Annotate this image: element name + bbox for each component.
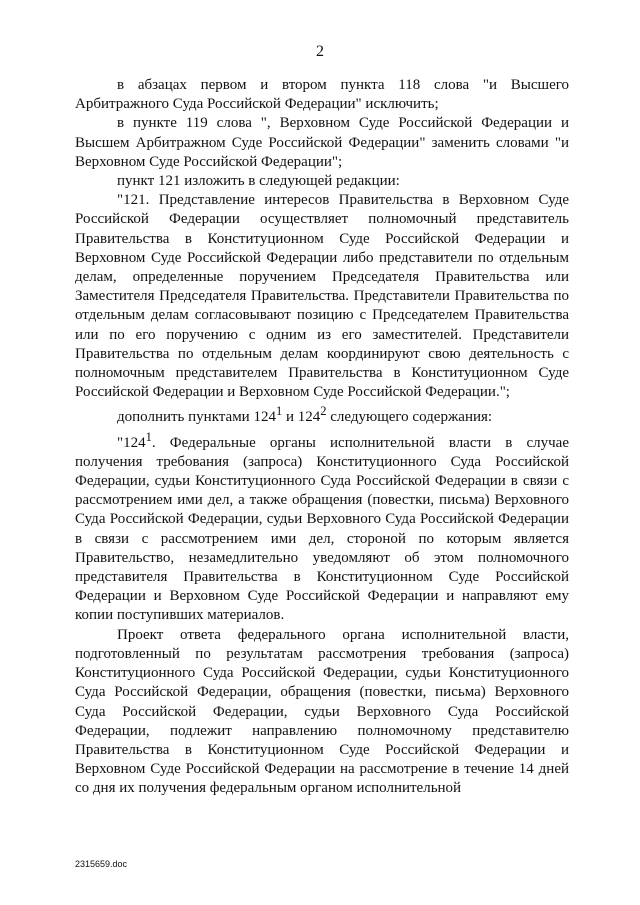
paragraph-item-124-1 (75, 428, 569, 626)
text-run: дополнить пунктами 124 (117, 409, 276, 426)
document-body (75, 76, 569, 799)
paragraph-item-121-text: "121. Представление интересов Правительства в Верховном Суде Российской Федерации осуществляет полномочный представитель Правительства в Конституционном Суде Российской Федерации и Верховном Суде Российской Федерации либо представители по отдельным делам, определенные поручением Председателя Правительства или Заместителя Председателя Правительства. Представители Правительства по отдельным делам согласовывают позицию с Председателем Правительства или по его поручению с одним из его заместителей. Представители Правительства по отдельным делам координируют свою деятельность с полномочным представителем Правительства в Конституционном Суде Российской Федерации и Верховном Суде Российской Федерации."; (75, 192, 569, 401)
text-run: следующего содержания: (326, 409, 493, 426)
paragraph-item-118: в абзацах первом и втором пункта 118 слова "и Высшего Арбитражного Суда Российской Федерации" исключить; (75, 77, 569, 113)
superscript: 1 (145, 429, 152, 444)
superscript: 2 (320, 404, 327, 419)
superscript: 1 (275, 404, 283, 419)
text-run: "124 (117, 434, 146, 451)
paragraph-item-121-intro: пункт 121 изложить в следующей редакции: (117, 173, 400, 190)
file-name-footer: 2315659.doc (75, 859, 128, 869)
text-run: . Федеральные органы исполнительной власти в случае получения требования (запроса) Конституционного Суда Российской Федерации, судьи Конституционного Суда Российской Федерации в связи с рассмотрением ими дел, а также обращения (повестки, письма) Верховного Суда Российской Федерации, судьи Верховного Суда Российской Федерации в связи с рассмотрением ими дел, стороной по которым является Правительство, незамедлительно уведомляют об этом полномочного представителя Правительства в Конституционном Суде Российской Федерации и Верховном Суде Российской Федерации и направляют ему копии поступивших материалов. (75, 434, 569, 624)
text-run: и 124 (282, 409, 321, 426)
paragraph-add-items (75, 402, 569, 427)
page-number: 2 (316, 43, 324, 60)
paragraph-item-119: в пункте 119 слова ", Верховном Суде Российской Федерации и Высшем Арбитражном Суде Российской Федерации" заменить словами "и Верховном Суде Российской Федерации"; (75, 115, 569, 170)
paragraph-draft-response: Проект ответа федерального органа исполнительной власти, подготовленный по результатам рассмотрения требования (запроса) Конституционного Суда Российской Федерации, судьи Конституционного Суда Российской Федерации, обращения (повестки, письма) Верховного Суда Российской Федерации, судьи Верховного Суда Российской Федерации, подлежит направлению полномочному представителю Правительства в Конституционном Суде Российской Федерации и Верховном Суде Российской Федерации на рассмотрение в течение 14 дней со дня их получения федеральным органом исполнительной (75, 626, 569, 797)
